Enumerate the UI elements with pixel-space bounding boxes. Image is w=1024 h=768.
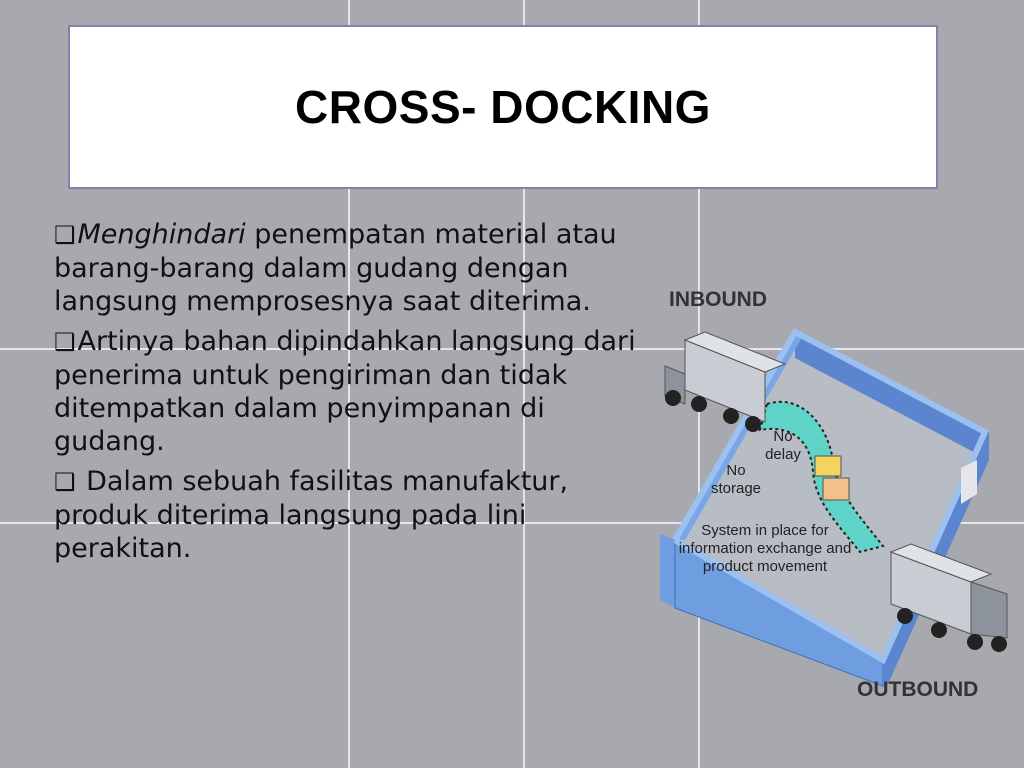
bullet-text: penempatan material atau barang-barang dalam gudang dengan langsung memprosesnya saat diterima. xyxy=(54,219,617,317)
bullet-list xyxy=(54,218,659,572)
cross-docking-figure xyxy=(655,282,1024,712)
bullet-item xyxy=(54,465,659,565)
title-box xyxy=(68,25,938,189)
bullet-item xyxy=(54,218,659,318)
outbound-label: OUTBOUND xyxy=(857,678,979,701)
checkbox-bullet-icon: ❑ xyxy=(54,221,76,249)
bullet-text: Artinya bahan dipindahkan langsung dari penerima untuk pengiriman dan tidak ditempatkan dalam penyimpanan di gudang. xyxy=(54,326,636,457)
bullet-item xyxy=(54,325,659,458)
no-delay-label: No delay xyxy=(765,428,801,463)
slide-title: CROSS- DOCKING xyxy=(295,81,711,133)
forklift-icon xyxy=(815,456,841,476)
no-storage-label: No storage xyxy=(710,462,762,497)
inbound-label: INBOUND xyxy=(669,288,767,311)
checkbox-bullet-icon: ❑ xyxy=(54,328,76,356)
checkbox-bullet-icon: ❑ xyxy=(54,468,76,496)
bullet-italic-lead: Menghindari xyxy=(77,219,246,250)
system-label: System in place for information exchange and product movement xyxy=(678,522,852,575)
cargo-box-icon xyxy=(823,478,849,500)
bullet-text: Dalam sebuah fasilitas manufaktur, produk diterima langsung pada lini perakitan. xyxy=(54,466,569,564)
